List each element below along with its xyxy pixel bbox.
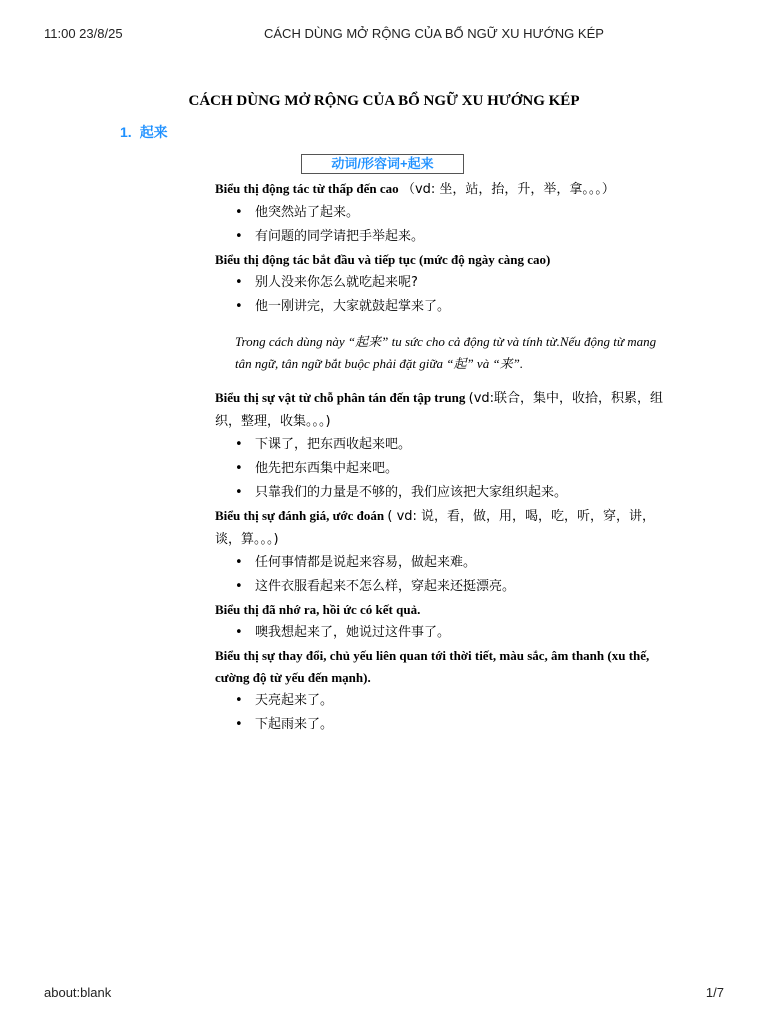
usage-heading-text: Biểu thị đã nhớ ra, hồi ức có kết quả.	[215, 602, 421, 617]
print-datetime: 11:00 23/8/25	[44, 26, 123, 41]
pattern-box: 动词/形容词+起来	[301, 154, 464, 174]
example-text: 他突然站了起来。	[255, 205, 360, 220]
example-text: 只靠我们的力量是不够的，我们应该把大家组织起来。	[255, 485, 568, 500]
example-list	[215, 271, 675, 319]
bullet-icon: •	[235, 693, 243, 708]
usage-inline-examples: （vd: 坐，站，抬，升，举，拿。。。）	[401, 182, 615, 197]
bullet-icon: •	[235, 625, 243, 640]
example-text: 下课了，把东西收起来吧。	[255, 437, 412, 452]
section-number: 1.	[120, 124, 132, 140]
bullet-icon: •	[235, 485, 243, 500]
usage-heading	[215, 599, 675, 621]
usage-heading	[215, 505, 675, 551]
list-item	[215, 433, 675, 457]
usage-note: Trong cách dùng này “起来” tu sức cho cả động từ và tính từ.Nếu động từ mang tân ngữ, tân ngữ bắt buộc phải đặt giữa “起” và “来”.	[235, 334, 657, 371]
print-footer	[44, 985, 724, 1000]
usage-heading	[215, 645, 675, 689]
bullet-icon: •	[235, 229, 243, 244]
usage-inline-examples: (vd:联合，集中，收拾，积累，组织，整理，收集。。。)	[215, 391, 664, 429]
list-item	[215, 713, 675, 737]
bullet-icon: •	[235, 437, 243, 452]
print-url: about:blank	[44, 985, 112, 1000]
example-list	[215, 551, 675, 599]
list-item	[215, 225, 675, 249]
list-item	[215, 481, 675, 505]
example-text: 他先把东西集中起来吧。	[255, 461, 399, 476]
bullet-icon: •	[235, 555, 243, 570]
example-text: 他一刚讲完，大家就鼓起掌来了。	[255, 299, 451, 314]
print-doc-title: CÁCH DÙNG MỞ RỘNG CỦA BỔ NGỮ XU HƯỚNG KÉP	[264, 26, 604, 41]
example-text: 任何事情都是说起来容易，做起来难。	[255, 555, 477, 570]
list-item	[215, 689, 675, 713]
usage-heading	[215, 178, 675, 201]
list-item	[215, 457, 675, 481]
bullet-icon: •	[235, 717, 243, 732]
list-item	[215, 271, 675, 295]
example-text: 下起雨来了。	[255, 717, 334, 732]
section-label: 起来	[139, 124, 168, 140]
list-item	[215, 551, 675, 575]
usage-heading-text: Biểu thị động tác bắt đầu và tiếp tục (mức độ ngày càng cao)	[215, 252, 551, 267]
example-list	[215, 621, 675, 645]
list-item	[215, 575, 675, 599]
usage-heading-text: Biểu thị sự vật từ chỗ phân tán đến tập trung	[215, 390, 466, 405]
bullet-icon: •	[235, 299, 243, 314]
bullet-icon: •	[235, 275, 243, 290]
page-title: CÁCH DÙNG MỞ RỘNG CỦA BỔ NGỮ XU HƯỚNG KÉP	[188, 93, 580, 109]
usage-inline-examples: ( vd: 说，看，做，用，喝，吃，听，穿，讲，谈，算。。。)	[215, 509, 656, 547]
example-text: 别人没来你怎么就吃起来呢?	[255, 275, 418, 290]
usage-heading-text: Biểu thị sự đánh giá, ước đoán	[215, 508, 385, 523]
example-text: 天亮起来了。	[255, 693, 334, 708]
list-item	[215, 201, 675, 225]
usage-heading	[215, 387, 675, 433]
bullet-icon: •	[235, 461, 243, 476]
bullet-icon: •	[235, 205, 243, 220]
example-text: 这件衣服看起来不怎么样，穿起来还挺漂亮。	[255, 579, 516, 594]
page-number: 1/7	[705, 985, 724, 1000]
example-list	[215, 201, 675, 249]
example-list	[215, 433, 675, 505]
document-content	[0, 93, 768, 737]
example-text: 有问题的同学请把手举起来。	[255, 229, 425, 244]
list-item	[215, 295, 675, 319]
example-list	[215, 689, 675, 737]
usage-heading	[215, 249, 675, 271]
usage-list	[215, 178, 675, 737]
list-item	[215, 621, 675, 645]
usage-heading-text: Biểu thị động tác từ thấp đến cao	[215, 181, 399, 196]
section-heading	[120, 122, 768, 142]
bullet-icon: •	[235, 579, 243, 594]
example-text: 噢我想起来了，她说过这件事了。	[255, 625, 451, 640]
usage-heading-text: Biểu thị sự thay đổi, chủ yếu liên quan tới thời tiết, màu sắc, âm thanh (xu thế, cường độ từ yếu đến mạnh).	[215, 648, 650, 685]
